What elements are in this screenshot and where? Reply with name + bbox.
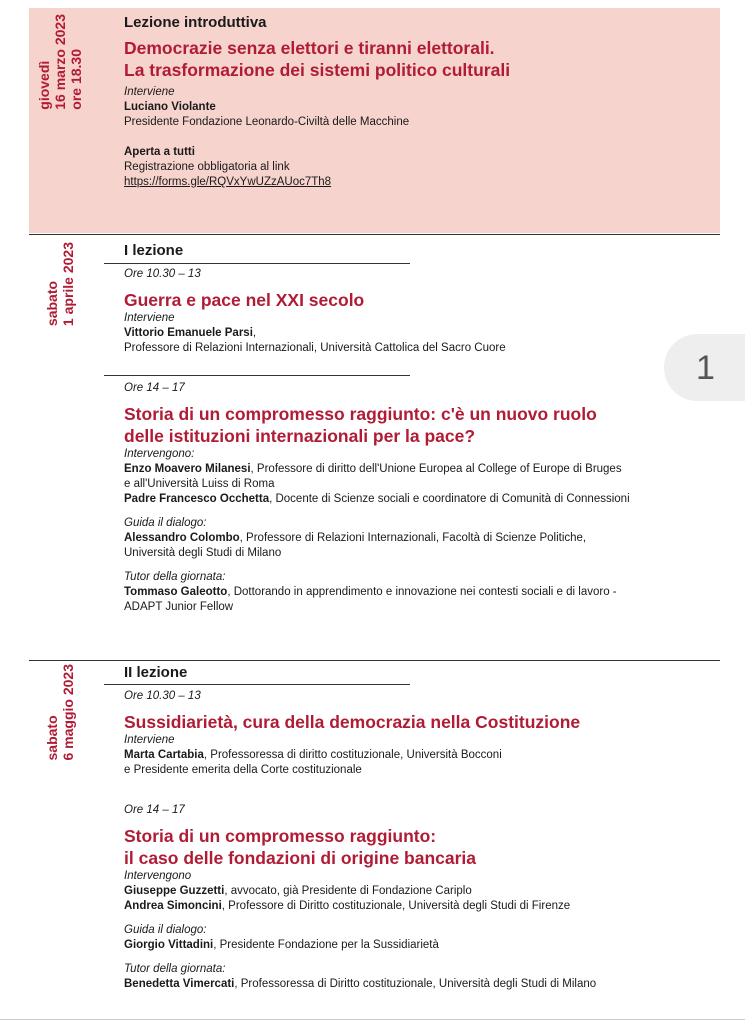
lesson2-tutor-label: Tutor della giornata: xyxy=(124,963,226,975)
page-number: 1 xyxy=(696,349,715,387)
lesson2-afternoon xyxy=(124,803,664,992)
lesson1-guida-label: Guida il dialogo: xyxy=(124,517,207,529)
lesson2-date-weekday: sabato xyxy=(44,715,60,761)
time-divider xyxy=(104,263,410,264)
lesson2-date-day: 6 maggio 2023 xyxy=(60,664,76,761)
lesson1-speaker1-role: Professore di Relazioni Internazionali, Università Cattolica del Sacro Cuore xyxy=(124,342,506,354)
bottom-divider xyxy=(0,1019,745,1020)
lesson2-time2: Ore 14 – 17 xyxy=(124,804,185,816)
intro-speaker-name: Luciano Violante xyxy=(124,101,216,113)
lesson2-title1: Sussidiarietà, cura della democrazia nella Costituzione xyxy=(124,712,581,732)
intro-title-line2: La trasformazione dei sistemi politico culturali xyxy=(124,60,511,80)
intro-date-time: ore 18.30 xyxy=(68,49,84,110)
lesson1-speaker2-role: , Professore di diritto dell'Unione Europea al College of Europe di Bruges xyxy=(250,463,622,475)
lesson1-speaker3 xyxy=(124,492,664,507)
lesson2-speaker3 xyxy=(124,899,664,914)
lesson2-time1: Ore 10.30 – 13 xyxy=(124,690,201,702)
lesson2-speaker2 xyxy=(124,884,664,899)
intro-interviene-label: Interviene xyxy=(124,86,175,98)
lesson1-date-weekday: sabato xyxy=(44,280,60,327)
lesson1-speaker3-name: Padre Francesco Occhetta xyxy=(124,493,270,505)
lesson1-speaker5 xyxy=(124,585,664,600)
lesson1-speaker5-role-cont: ADAPT Junior Fellow xyxy=(124,601,234,613)
lesson2-speaker1 xyxy=(124,748,664,763)
intro-title-line1: Democrazie senza elettori e tiranni elettorali. xyxy=(124,38,495,58)
lesson1-speaker1-name: Vittorio Emanuele Parsi xyxy=(124,327,253,339)
intro-date-day: 16 marzo 2023 xyxy=(52,14,68,110)
lesson1-section xyxy=(0,234,720,654)
page-number-tab[interactable] xyxy=(664,334,745,401)
lesson1-interviene-label: Interviene xyxy=(124,312,175,324)
time-divider xyxy=(104,684,410,685)
lesson2-label: II lezione xyxy=(124,664,188,681)
lesson2-speaker4-name: Giorgio Vittadini xyxy=(124,939,214,951)
lesson1-speaker4-role: , Professore di Relazioni Internazionali, Facoltà di Scienze Politiche, xyxy=(239,532,587,544)
intro-lesson-label: Lezione introduttiva xyxy=(124,14,267,31)
lesson2-speaker5 xyxy=(124,977,664,992)
registration-link[interactable]: https://forms.gle/RQVxYwUZzAUoc7Th8 xyxy=(124,176,332,188)
lesson1-speaker2 xyxy=(124,462,664,477)
lesson1-title2-line2: delle istituzioni internazionali per la pace? xyxy=(124,426,476,446)
lesson1-speaker4-name: Alessandro Colombo xyxy=(124,532,240,544)
lesson1-speaker5-name: Tommaso Galeotto xyxy=(124,586,228,598)
lesson2-section xyxy=(0,660,720,1000)
lesson2-speaker5-role: , Professoressa di Diritto costituzionale, Università degli Studi di Milano xyxy=(234,978,597,990)
intro-open-label: Aperta a tutti xyxy=(124,146,195,158)
lesson1-date-day: 1 aprile 2023 xyxy=(60,242,76,327)
lesson2-speaker3-name: Andrea Simoncini xyxy=(124,900,222,912)
lesson1-speaker1-comma: , xyxy=(252,327,257,339)
lesson2-speaker2-role: , avvocato, già Presidente di Fondazione Cariplo xyxy=(224,885,472,897)
lesson2-speaker1-name: Marta Cartabia xyxy=(124,749,204,761)
lesson2-interviene-label: Interviene xyxy=(124,734,175,746)
lesson1-time1: Ore 10.30 – 13 xyxy=(124,268,201,280)
lesson1-speaker4-role-cont: Università degli Studi di Milano xyxy=(124,547,282,559)
lesson1-content xyxy=(124,242,664,260)
intro-registration-text: Registrazione obbligatoria al link xyxy=(124,161,290,173)
lesson2-content xyxy=(124,664,664,682)
lesson1-title2-line1: Storia di un compromesso raggiunto: c'è un nuovo ruolo xyxy=(124,404,597,424)
lesson1-morning xyxy=(124,267,664,356)
lesson1-speaker5-role: , Dottorando in apprendimento e innovazione nei contesti sociali e di lavoro - xyxy=(227,586,617,598)
lesson1-intervengono-label: Intervengono: xyxy=(124,448,195,460)
lesson1-speaker4 xyxy=(124,531,664,546)
lesson1-date xyxy=(44,242,76,326)
time-divider xyxy=(104,375,410,376)
lesson2-speaker3-role: , Professore di Diritto costituzionale, Università degli Studi di Firenze xyxy=(221,900,571,912)
lesson2-speaker4 xyxy=(124,938,664,953)
lesson2-guida-label: Guida il dialogo: xyxy=(124,924,207,936)
intro-speaker-role: Presidente Fondazione Leonardo-Civiltà delle Macchine xyxy=(124,116,410,128)
lesson2-date xyxy=(44,664,76,761)
lesson2-speaker4-role: , Presidente Fondazione per la Sussidiarietà xyxy=(213,939,439,951)
lesson2-title2-line1: Storia di un compromesso raggiunto: xyxy=(124,826,437,846)
lesson1-speaker1 xyxy=(124,326,664,341)
intro-date xyxy=(36,14,84,110)
lesson2-speaker1-role-cont: e Presidente emerita della Corte costituzionale xyxy=(124,764,362,776)
lesson1-speaker2-role-cont: e all'Università Luiss di Roma xyxy=(124,478,275,490)
lesson1-label: I lezione xyxy=(124,242,184,259)
lesson2-title2-line2: il caso delle fondazioni di origine bancaria xyxy=(124,848,477,868)
lesson1-time2: Ore 14 – 17 xyxy=(124,382,185,394)
lesson1-speaker2-name: Enzo Moavero Milanesi xyxy=(124,463,251,475)
lesson1-speaker3-role: , Docente di Scienze sociali e coordinatore di Comunità di Connessioni xyxy=(269,493,630,505)
intro-content xyxy=(124,14,664,190)
lesson1-afternoon xyxy=(124,381,664,615)
lesson2-intervengono-label: Intervengono xyxy=(124,870,192,882)
lesson2-speaker1-role: , Professoressa di diritto costituzionale, Università Bocconi xyxy=(203,749,502,761)
lesson1-tutor-label: Tutor della giornata: xyxy=(124,571,226,583)
lesson2-speaker2-name: Giuseppe Guzzetti xyxy=(124,885,225,897)
intro-section xyxy=(0,0,720,233)
lesson2-speaker5-name: Benedetta Vimercati xyxy=(124,978,235,990)
lesson2-morning xyxy=(124,689,664,778)
lesson1-title1: Guerra e pace nel XXI secolo xyxy=(124,290,365,310)
intro-date-weekday: giovedì xyxy=(36,60,52,110)
